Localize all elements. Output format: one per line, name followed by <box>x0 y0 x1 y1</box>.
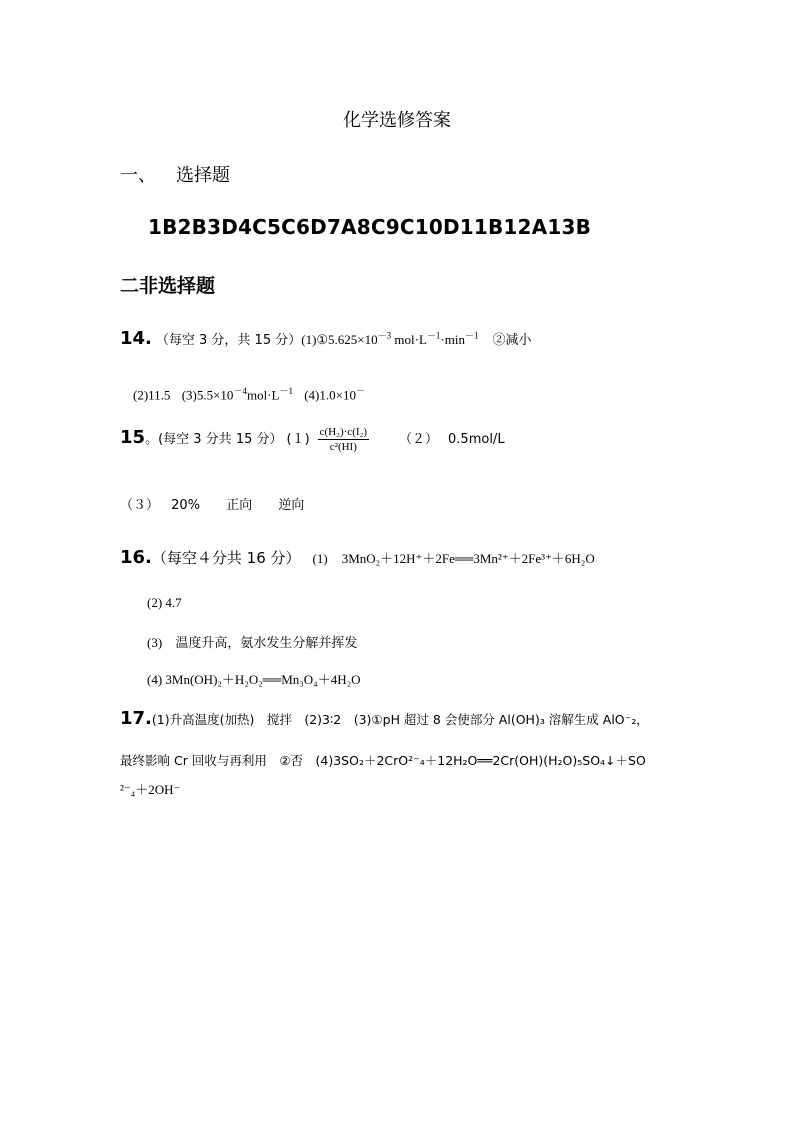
q16-part3-text: 温度升高，氨水发生分解并挥发 <box>175 636 358 651</box>
q15-part3-value: 20% <box>171 498 201 513</box>
q16-meta: （每空４分共 16 分） <box>151 549 301 567</box>
q16-part1-label: (1) <box>312 551 328 566</box>
q14-line1 <box>120 328 532 349</box>
q14-number: 14. <box>120 328 152 349</box>
q14-part4: (4)1.0×10－ <box>304 386 365 403</box>
q15-part2-label: （２） <box>399 432 439 448</box>
section-choice-heading <box>120 161 230 187</box>
equilibrium-constant-fraction <box>318 426 369 453</box>
q17-text-line2: 最终影响 Cr 回收与再利用 ②否 (4)3SO₂＋2CrO²⁻₄＋12H₂O══2Cr(OH)(H₂O)₅SO₄↓＋SO <box>120 753 646 768</box>
q15-line2 <box>120 494 304 513</box>
q14-meta: （每空 3 分，共 15 分） <box>155 333 302 348</box>
q16-part2: (2) 4.7 <box>147 595 182 610</box>
q15-part1-label: (１) <box>286 432 310 448</box>
q16-part1-equation: 3MnO₂＋12H⁺＋2Fe══3Mn²⁺＋2Fe³⁺＋6H₂O <box>341 551 595 566</box>
fraction-denominator: c²(HI) <box>329 441 357 453</box>
q15-line1: 15。(每空 3 分共 15 分） (１) $\frac{\text{c(H₂)·c(I₂)}}{\text{c²(HI)}}$ （２） 0.5mol/L <box>120 426 505 453</box>
q16-line1 <box>120 547 595 568</box>
q17-text-line3: ²⁻₄＋2OH⁻ <box>120 782 181 797</box>
q17-text-line1: (1)升高温度(加热) 搅拌 (2)3∶2 (3)①pH 超过 8 会使部分 Al(OH)₃ 溶解生成 AlO⁻₂， <box>151 712 649 727</box>
fraction-numerator: c(H₂)·c(I₂) <box>319 426 368 438</box>
section-number: 一、 <box>120 165 156 186</box>
choice-answers: 1B2B3D4C5C6D7A8C9C10D11B12A13B <box>148 215 592 239</box>
q17-line1 <box>120 708 649 729</box>
q15-part3-direction-b: 逆向 <box>278 498 305 513</box>
section-nonchoice-heading: 二非选择题 <box>120 275 216 297</box>
q14-line2 <box>133 384 365 403</box>
q15-part2-value: 0.5mol/L <box>448 432 505 448</box>
q15-number: 15 <box>120 427 146 449</box>
q16-part4: (4) 3Mn(OH)₂＋H₂O₂══Mn₃O₄＋4H₂O <box>147 672 361 687</box>
q15-meta: (每空 3 分共 15 分） <box>158 432 283 448</box>
q15-part3-label: （３） <box>120 498 160 513</box>
q14-part2: (2)11.5 <box>133 387 171 403</box>
q17-number: 17. <box>120 708 152 729</box>
q14-part3: $(3)5.5\times 10^{-4}mol\cdot L^{-1}$ <box>181 386 293 403</box>
q16-part3-label: (3) <box>147 635 163 650</box>
q16-number: 16. <box>120 547 152 568</box>
q16-line3 <box>147 632 357 651</box>
q15-part3-direction-a: 正向 <box>226 498 253 513</box>
section-title: 选择题 <box>176 165 230 186</box>
page-title: 化学选修答案 <box>343 110 451 131</box>
q14-part1: $(1)①5.625\times 10^{-3}$ $mol\cdot L^{-1}\cdot\min^{-1}$ <box>301 330 479 347</box>
q14-part1-b: ②减小 <box>492 332 532 347</box>
